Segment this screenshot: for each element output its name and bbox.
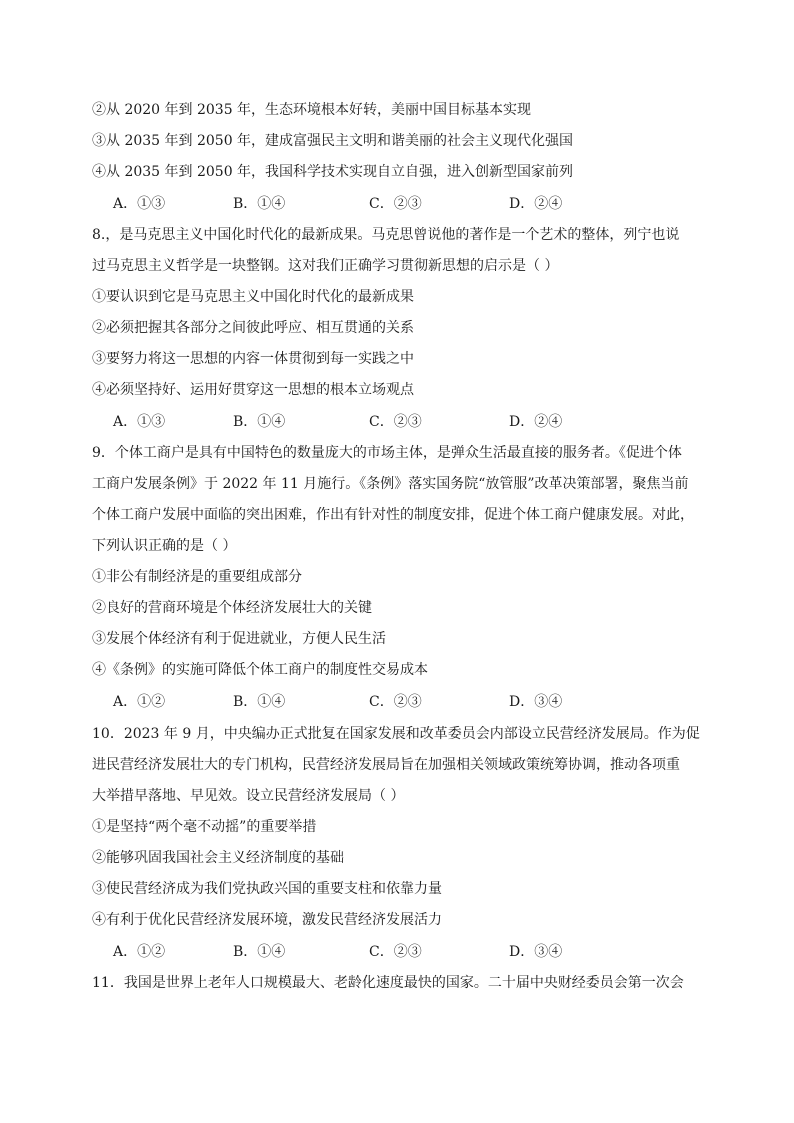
q7-item-4: ④从 2035 年到 2050 年，我国科学技术实现自立自强，进入创新型国家前列 <box>92 164 574 180</box>
q8-item-4: ④必须坚持好、运用好贯穿这一思想的根本立场观点 <box>92 382 414 398</box>
q10-item-2: ②能够巩固我国社会主义经济制度的基础 <box>92 850 344 866</box>
q10-option-d: D．③④ <box>509 944 563 960</box>
q10-stem-line-3: 大举措早落地、早见效。设立民营经济发展局（ ） <box>92 788 405 804</box>
q10-option-b: B．①④ <box>233 944 286 960</box>
q8-item-3: ③要努力将这一思想的内容一体贯彻到每一实践之中 <box>92 351 414 367</box>
q10-item-3: ③使民营经济成为我们党执政兴国的重要支柱和依靠力量 <box>92 881 442 897</box>
q7-option-b: B．①④ <box>233 196 286 212</box>
q10-item-1: ①是坚持“两个毫不动摇”的重要举措 <box>92 819 317 835</box>
q10-stem-line-2: 进民营经济发展壮大的专门机构，民营经济发展局旨在加强相关领域政策统筹协调，推动各项重 <box>92 757 680 773</box>
q11-stem-line-1: 11．我国是世界上老年人口规模最大、老龄化速度最快的国家。二十届中央财经委员会第一次会 <box>92 975 684 991</box>
q10-option-c: C．②③ <box>369 944 422 960</box>
q8-stem-line-1: 8.，是马克思主义中国化时代化的最新成果。马克思曾说他的著作是一个艺术的整体，列宁也说 <box>92 227 680 243</box>
q7-option-a: A．①③ <box>113 196 166 212</box>
q9-item-3: ③发展个体经济有利于促进就业，方便人民生活 <box>92 631 386 647</box>
q7-option-d: D．②④ <box>509 196 563 212</box>
q9-stem-line-1: 9．个体工商户是具有中国特色的数量庞大的市场主体，是弹众生活最直接的服务者。《促进个体 <box>92 445 682 461</box>
q10-item-4: ④有利于优化民营经济发展环境，激发民营经济发展活力 <box>92 912 442 928</box>
q9-options <box>113 692 673 712</box>
q10-options <box>113 942 673 962</box>
q10-option-a: A．①② <box>113 944 166 960</box>
q8-option-c: C．②③ <box>369 414 422 430</box>
q10-stem-line-1: 10．2023 年 9 月，中央编办正式批复在国家发展和改革委员会内部设立民营经济发展局。作为促 <box>92 726 700 742</box>
q8-item-2: ②必须把握其各部分之间彼此呼应、相互贯通的关系 <box>92 320 414 336</box>
q7-item-2: ②从 2020 年到 2035 年，生态环境根本好转，美丽中国目标基本实现 <box>92 102 532 118</box>
q9-option-b: B．①④ <box>233 694 286 710</box>
q9-stem-line-4: 下列认识正确的是（ ） <box>92 538 237 554</box>
q8-stem-line-2: 过马克思主义哲学是一块整钢。这对我们正确学习贯彻新思想的启示是（ ） <box>92 258 559 274</box>
q9-option-c: C．②③ <box>369 694 422 710</box>
q7-option-c: C．②③ <box>369 196 422 212</box>
q7-options <box>113 194 673 214</box>
q9-stem-line-2: 工商户发展条例》于 2022 年 11 月施行。《条例》落实国务院“放管服”改革决策部署，聚焦当前 <box>92 476 689 492</box>
q9-option-a: A．①② <box>113 694 166 710</box>
q9-option-d: D．③④ <box>509 694 563 710</box>
q8-option-b: B．①④ <box>233 414 286 430</box>
q9-item-1: ①非公有制经济是的重要组成部分 <box>92 569 302 585</box>
q8-option-d: D．②④ <box>509 414 563 430</box>
q9-stem-line-3: 个体工商户发展中面临的突出困难，作出有针对性的制度安排，促进个体工商户健康发展。对此， <box>92 507 694 523</box>
q8-option-a: A．①③ <box>113 414 166 430</box>
q9-item-2: ②良好的营商环境是个体经济发展壮大的关键 <box>92 600 372 616</box>
q7-item-3: ③从 2035 年到 2050 年，建成富强民主文明和谐美丽的社会主义现代化强国 <box>92 133 574 149</box>
q8-item-1: ①要认识到它是马克思主义中国化时代化的最新成果 <box>92 289 414 305</box>
q8-options <box>113 412 673 432</box>
q9-item-4: ④《条例》的实施可降低个体工商户的制度性交易成本 <box>92 662 428 678</box>
